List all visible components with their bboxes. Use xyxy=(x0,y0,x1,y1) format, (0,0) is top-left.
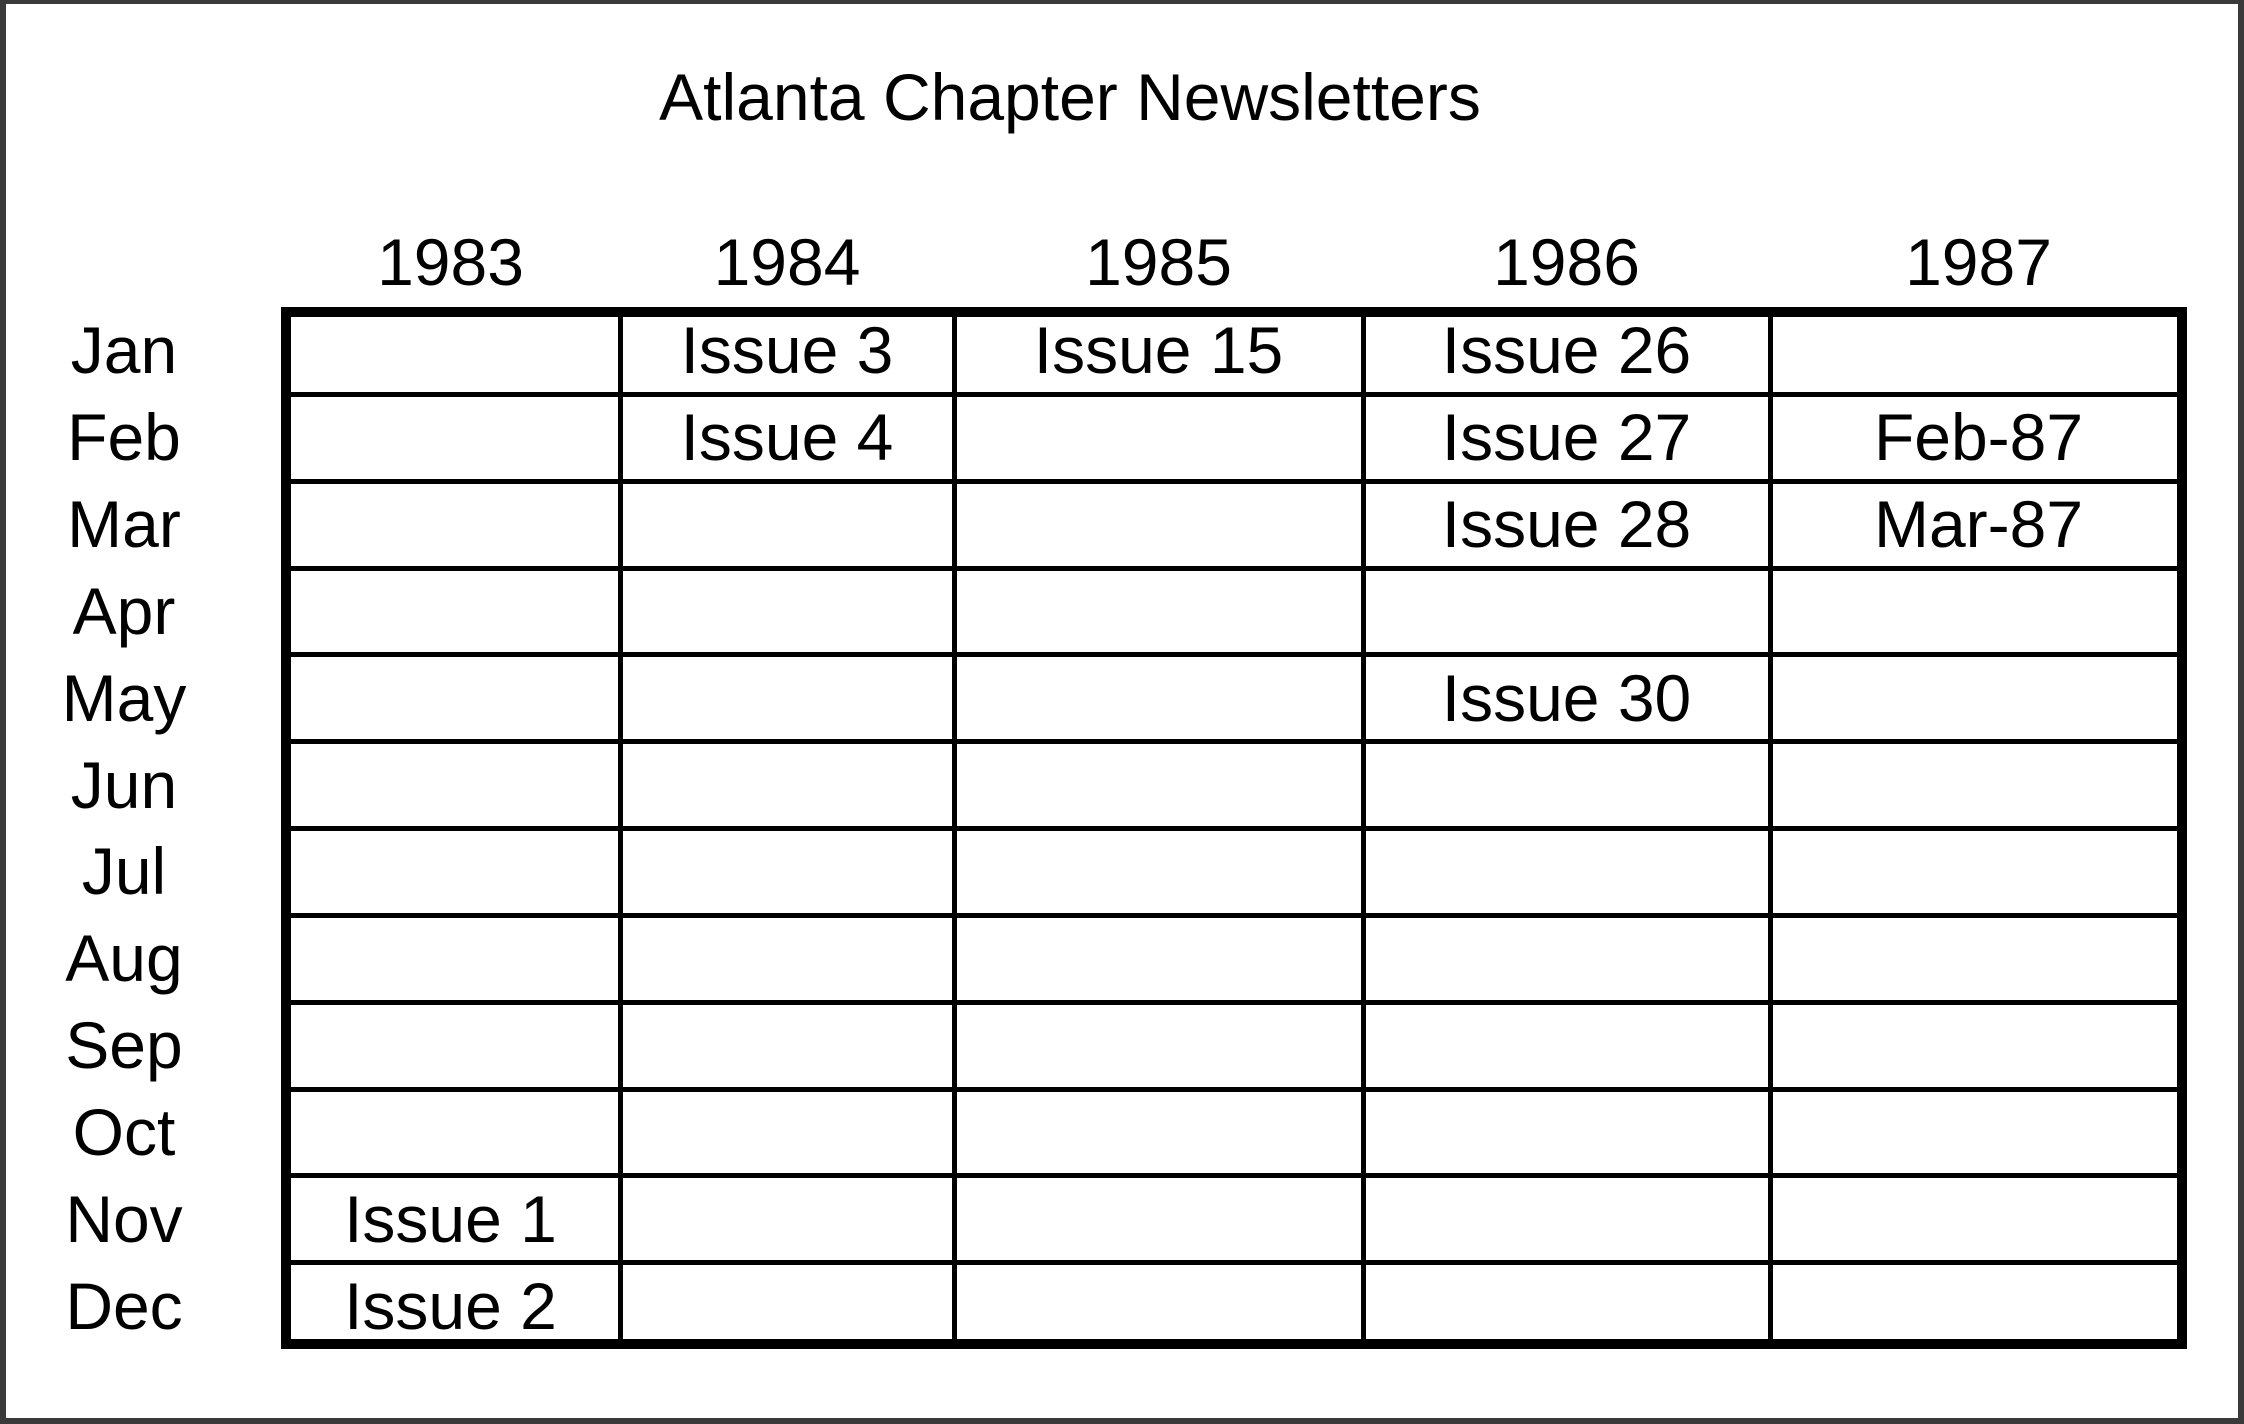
cell-jan-1986: Issue 26 xyxy=(1441,313,1692,388)
cell-feb-1984: Issue 4 xyxy=(680,400,894,475)
month-label-mar: Mar xyxy=(67,487,181,562)
grid-row-divider xyxy=(291,913,2177,918)
year-header-1983: 1983 xyxy=(377,225,524,299)
cell-mar-1987: Mar-87 xyxy=(1873,487,2084,562)
grid-row-divider xyxy=(291,1087,2177,1092)
cell-feb-1986: Issue 27 xyxy=(1441,400,1692,475)
month-label-aug: Aug xyxy=(65,921,183,996)
month-label-jul: Jul xyxy=(81,834,167,909)
page-title: Atlanta Chapter Newsletters xyxy=(659,60,1481,134)
month-label-may: May xyxy=(61,660,187,735)
cell-nov-1983: Issue 1 xyxy=(344,1181,557,1256)
month-label-oct: Oct xyxy=(72,1094,176,1169)
month-label-nov: Nov xyxy=(65,1181,183,1256)
grid-row-divider xyxy=(291,739,2177,744)
month-label-dec: Dec xyxy=(65,1268,183,1343)
month-label-feb: Feb xyxy=(67,400,181,475)
grid-row-divider xyxy=(291,826,2177,831)
year-header-1984: 1984 xyxy=(713,225,861,299)
cell-feb-1987: Feb-87 xyxy=(1873,400,2084,475)
year-header-1985: 1985 xyxy=(1085,225,1232,299)
cell-jan-1985: Issue 15 xyxy=(1033,313,1284,388)
month-label-jan: Jan xyxy=(70,313,178,388)
grid-row-divider xyxy=(291,1000,2177,1005)
month-label-sep: Sep xyxy=(65,1008,183,1083)
cell-jan-1984: Issue 3 xyxy=(680,313,894,388)
year-header-1987: 1987 xyxy=(1905,225,2052,299)
month-label-apr: Apr xyxy=(72,573,176,648)
year-header-1986: 1986 xyxy=(1493,225,1640,299)
newsletter-grid xyxy=(281,307,2187,1349)
grid-row-divider xyxy=(291,652,2177,657)
cell-dec-1983: Issue 2 xyxy=(344,1268,557,1343)
month-label-jun: Jun xyxy=(70,747,178,822)
cell-mar-1986: Issue 28 xyxy=(1441,487,1692,562)
cell-may-1986: Issue 30 xyxy=(1441,660,1692,735)
